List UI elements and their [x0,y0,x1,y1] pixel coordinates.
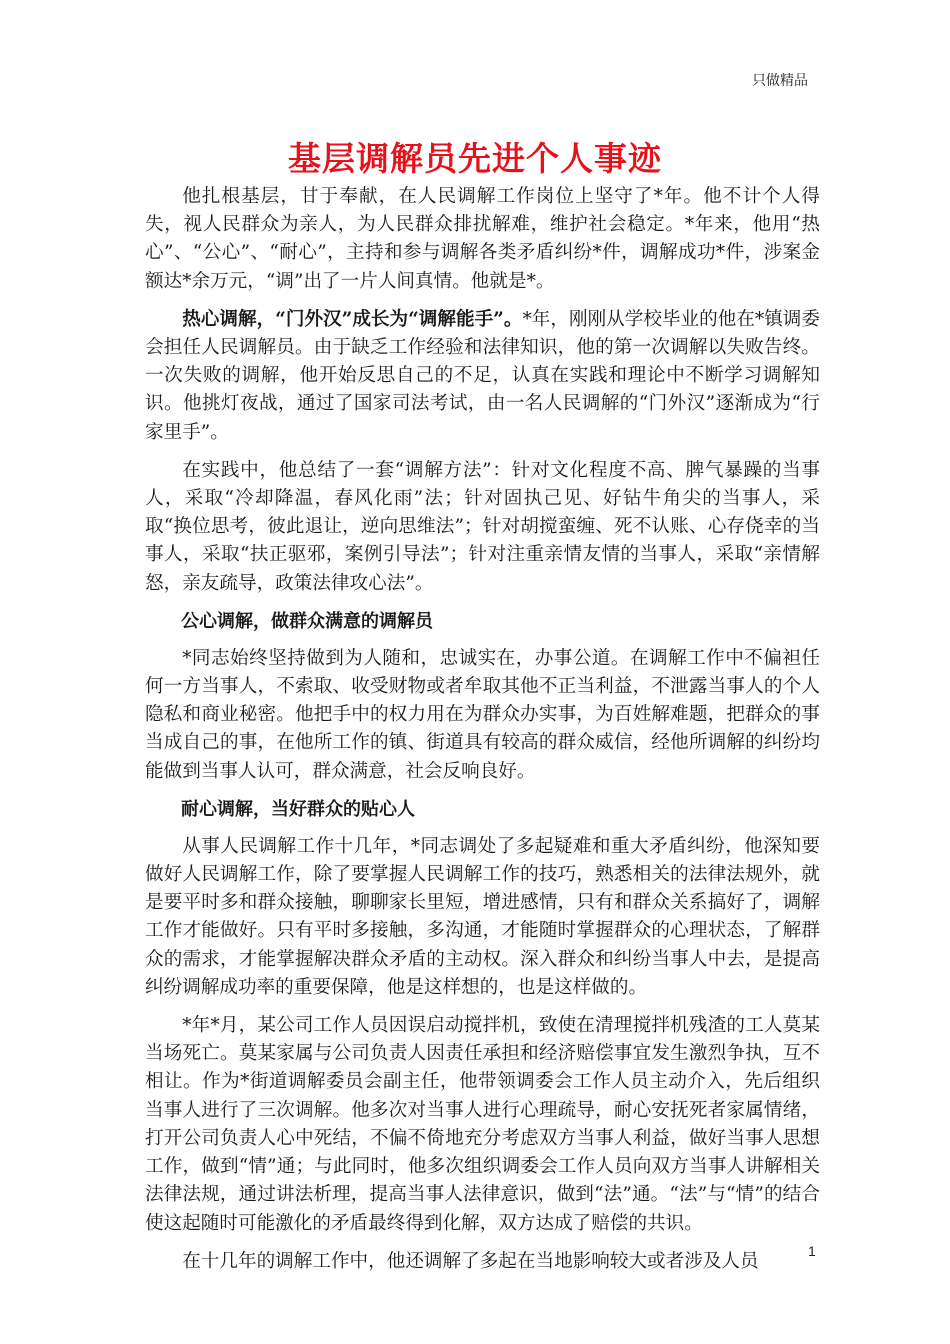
paragraph-text: *年*月，某公司工作人员因误启动搅拌机，致使在清理搅拌机残渣的工人莫某当场死亡。莫某家属与公司负责人因责任承担和经济赔偿事宜发生激烈争执，互不相让。作为*街道调解委员会副主任，他带领调委会工作人员主动介入，先后组织当事人进行了三次调解。他多次对当事人进行心理疏导，耐心安抚死者家属情绪，打开公司负责人心中死结，不偏不倚地充分考虑双方当事人利益，做好当事人思想工作，做到“情”通；与此同时，他多次组织调委会工作人员向双方当事人讲解相关法律法规，通过讲法析理，提高当事人法律意识，做到“法”通。“法”与“情”的结合使这起随时可能激化的矛盾最终得到化解，双方达成了赔偿的共识。 [145,1015,820,1234]
paragraph-text: 在实践中，他总结了一套“调解方法”：针对文化程度不高、脾气暴躁的当事人，采取“冷却降温，春风化雨”法；针对固执己见、好钻牛角尖的当事人，采取“换位思考，彼此退让，逆向思维法”；针对胡搅蛮缠、死不认账、心存侥幸的当事人，采取“扶正驱邪，案例引导法”；针对注重亲情友情的当事人，采取“亲情解怒，亲友疏导，政策法律攻心法”。 [145,459,820,594]
document-body [145,183,820,1286]
case-paragraph [145,1012,820,1238]
methods-paragraph [145,457,820,598]
intro-paragraph [145,183,820,296]
page-number: 1 [808,1243,816,1259]
paragraph-text: *同志始终坚持做到为人随和，忠诚实在，办事公道。在调解工作中不偏袒任何一方当事人，不索取、收受财物或者牟取其他不正当利益，不泄露当事人的个人隐私和商业秘密。他把手中的权力用在为群众办实事，为百姓解难题，把群众的事当成自己的事，在他所工作的镇、街道具有较高的群众威信，经他所调解的纠纷均能做到当事人认可，群众满意，社会反响良好。 [145,647,820,782]
section1-heading: 热心调解，“门外汉”成长为“调解能手”。 [182,308,523,330]
section3-heading: 耐心调解，当好群众的贴心人 [181,798,415,820]
paragraph-text: 从事人民调解工作十几年，*同志调处了多起疑难和重大矛盾纠纷，他深知要做好人民调解工作，除了要掌握人民调解工作的技巧，熟悉相关的法律法规外，就是要平时多和群众接触，聊聊家长里短，增进感情，只有和群众关系搞好了，调解工作才能做好。只有平时多接触，多沟通，才能随时掌握群众的心理状态，了解群众的需求，才能掌握解决群众矛盾的主动权。深入群众和纠纷当事人中去，是提高纠纷调解成功率的重要保障，他是这样想的，也是这样做的。 [145,835,820,998]
document-title: 基层调解员先进个人事迹 [288,139,662,178]
paragraph-text: *年，刚刚从学校毕业的他在*镇调委会担任人民调解员。由于缺乏工作经验和法律知识，他的第一次调解以失败告终。一次失败的调解，他开始反思自己的不足，认真在实践和理论中不断学习调解知识。他挑灯夜战，通过了国家司法考试，由一名人民调解的“门外汉”逐渐成为“行家里手”。 [145,308,820,443]
paragraph-text: 他扎根基层，甘于奉献，在人民调解工作岗位上坚守了*年。他不计个人得失，视人民群众为亲人，为人民群众排扰解难，维护社会稳定。*年来，他用“热心”、“公心”、“耐心”，主持和参与调解各类矛盾纠纷*件，调解成功*件，涉案金额达*余万元，“调”出了一片人间真情。他就是*。 [145,186,820,292]
section2-paragraph [145,645,820,786]
section1-paragraph [145,306,820,447]
closing-paragraph [145,1248,820,1276]
header-note: 只做精品 [752,73,808,89]
paragraph-text: 在十几年的调解工作中，他还调解了多起在当地影响较大或者涉及人员 [182,1250,759,1272]
section3-paragraph [145,833,820,1002]
section2-heading: 公心调解，做群众满意的调解员 [181,610,433,632]
